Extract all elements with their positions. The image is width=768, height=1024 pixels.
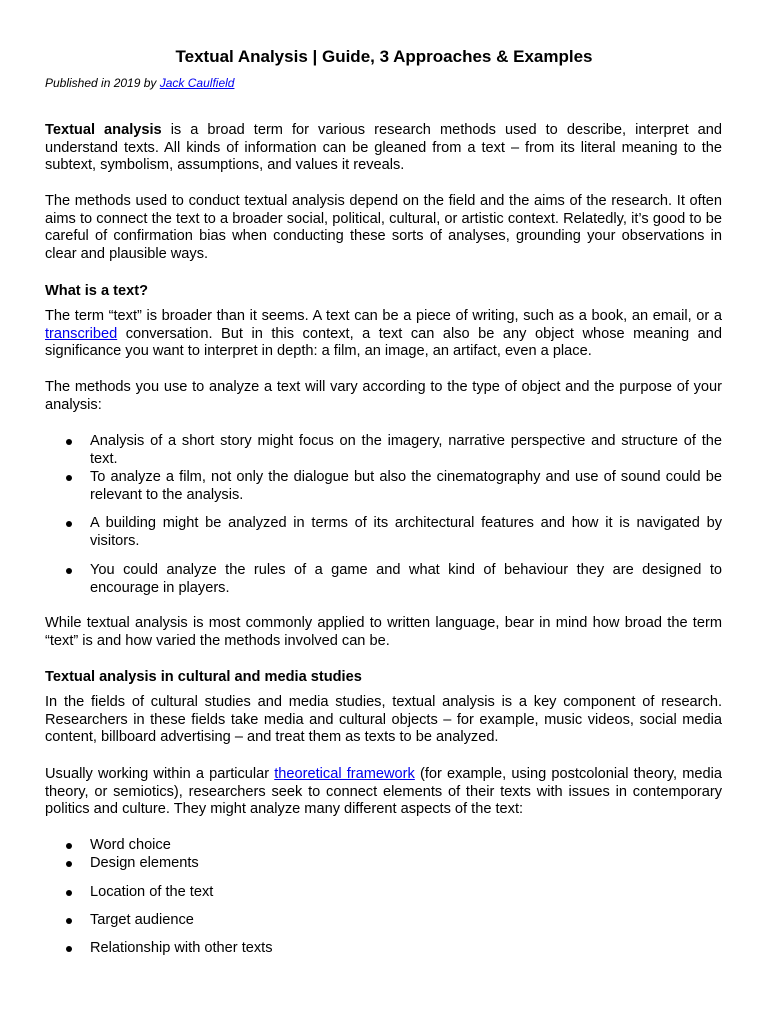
section2-p2-before: Usually working within a particular [45,766,275,782]
intro-term: Textual analysis [45,122,162,138]
list-item: To analyze a film, not only the dialogue but also the cinematography and use of sound could be relevant to the analysis. [90,469,722,503]
section-heading-what-is-a-text: What is a text? [45,283,148,299]
list-item: A building might be analyzed in terms of its architectural features and how it is navigated by visitors. [90,515,722,549]
bullet-marker [66,439,72,445]
section-heading-cultural-media: Textual analysis in cultural and media studies [45,669,362,685]
theoretical-framework-link[interactable]: theoretical framework [274,766,415,782]
bullet-marker [66,890,72,896]
section2-p2-after: (for example, using postcolonial theory, media theory, or semiotics), researchers seek to connect elements of their texts with issues in contemporary politics and culture. They might analyze many different aspects of the text: [45,766,722,818]
author-link[interactable]: Jack Caulfield [159,76,235,90]
list-item: You could analyze the rules of a game and what kind of behaviour they are designed to encourage in players. [90,562,722,596]
section1-p1-after: conversation. But in this context, a text can also be any object whose meaning and significance you want to interpret in depth: a film, an image, an artifact, even a place. [45,325,722,360]
bullet-marker [66,521,72,527]
page-title: Textual Analysis | Guide, 3 Approaches & Examples [175,47,593,66]
bullet-marker [66,568,72,574]
bullet-marker [66,861,72,867]
bullet-marker [66,843,72,849]
list-item: Analysis of a short story might focus on the imagery, narrative perspective and structure of the text. [90,433,722,467]
list-item: Relationship with other texts [90,940,273,956]
byline [45,75,234,91]
bullet-marker [66,475,72,481]
bullet-marker [66,918,72,924]
list-item: Word choice [90,837,171,853]
section1-p1-before: The term “text” is broader than it seems. A text can be a piece of writing, such as a book, an email, or a [45,308,722,324]
intro-p1-text: is a broad term for various research methods used to describe, interpret and understand texts. All kinds of information can be gleaned from a text – from its literal meaning to the subtext, symbolism, assumptions, and values it reveals. [45,122,723,174]
intro-paragraph-1 [45,122,722,175]
byline-prefix: Published in 2019 by [45,76,160,90]
list-item: Target audience [90,912,194,928]
intro-paragraph-2: The methods used to conduct textual analysis depend on the field and the aims of the research. It often aims to connect the text to a broader social, political, cultural, or artistic context. Relatedly, it’s good to be careful of confirmation bias when conducting these sorts of analyses, grounding your observations in clear and plausible ways. [45,193,722,262]
section2-paragraph-1: In the fields of cultural studies and media studies, textual analysis is a key component of research. Researchers in these fields take media and cultural objects – for example, music videos, social media content, billboard advertising – and treat them as texts to be analyzed. [45,694,722,746]
transcribed-link[interactable]: transcribed [45,325,118,342]
section2-paragraph-2 [45,766,722,819]
section1-paragraph-1 [45,308,722,361]
list-item: Design elements [90,855,199,871]
section1-paragraph-3: While textual analysis is most commonly applied to written language, bear in mind how broad the term “text” is and how varied the methods involved can be. [45,615,722,649]
section1-paragraph-2: The methods you use to analyze a text will vary according to the type of object and the purpose of your analysis: [45,379,722,413]
bullet-marker [66,946,72,952]
list-item: Location of the text [90,884,214,900]
